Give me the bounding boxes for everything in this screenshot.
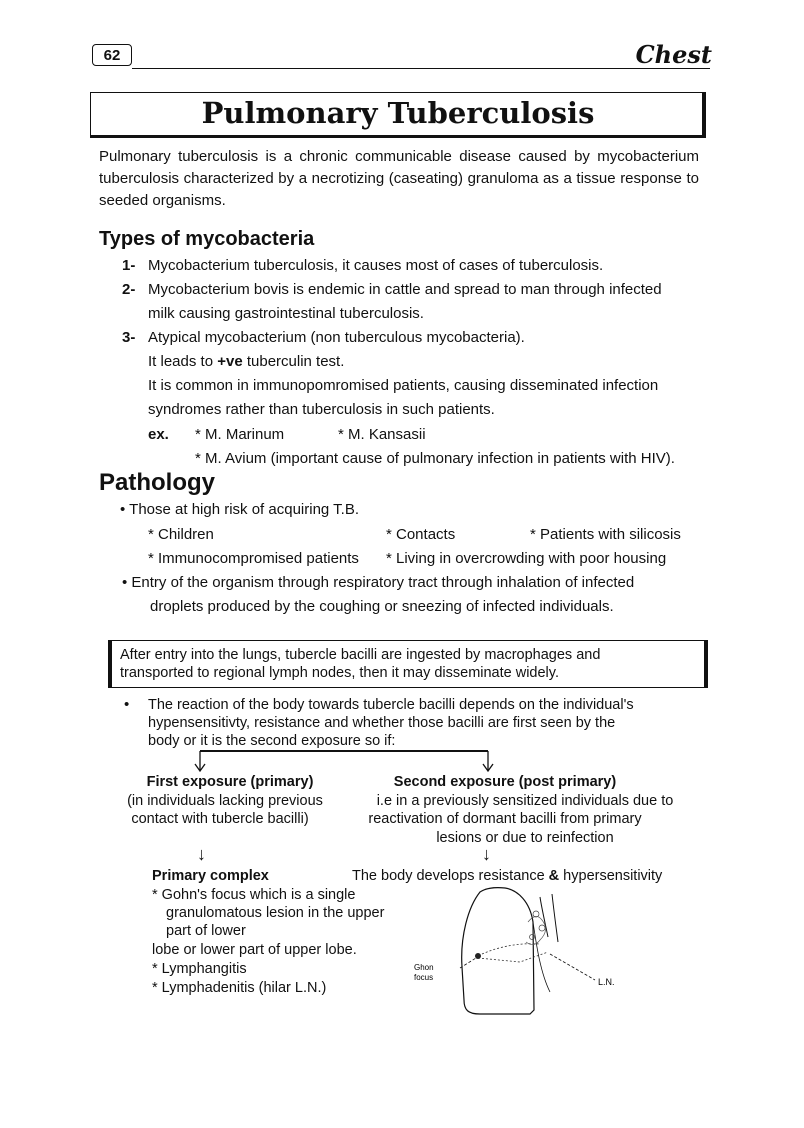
- type-3-number: 3-: [122, 329, 136, 346]
- reaction-line1: The reaction of the body towards tubercle bacilli depends on the individual's: [148, 697, 634, 713]
- type-3-line4: syndromes rather than tuberculosis in such patients.: [148, 401, 495, 418]
- type-2-number: 2-: [122, 281, 136, 298]
- body-develops: The body develops resistance & hypersensitivity: [352, 868, 663, 884]
- lung-figure: [400, 882, 640, 1022]
- second-exposure-line3: lesions or due to reinfection: [436, 830, 614, 846]
- second-exposure-title: Second exposure (post primary): [393, 774, 617, 790]
- example-label: ex.: [148, 426, 169, 443]
- ghon-label-1: Ghon: [414, 963, 434, 972]
- down-arrow-icon: ↓: [482, 844, 491, 864]
- bullet-1: • Those at high risk of acquiring T.B.: [120, 501, 359, 518]
- primary-complex-title: Primary complex: [152, 868, 269, 884]
- branch-bracket: [190, 748, 500, 774]
- primary-line2: granulomatous lesion in the upper: [166, 905, 385, 921]
- type-1-number: 1-: [122, 257, 136, 274]
- pathology-heading: Pathology: [99, 469, 216, 496]
- down-arrow-icon: ↓: [197, 844, 206, 864]
- risk-overcrowding: * Living in overcrowding with poor housing: [386, 550, 667, 567]
- header-rule: [132, 68, 710, 69]
- reaction-line3: body or it is the second exposure so if:: [148, 733, 396, 749]
- first-exposure-line2: contact with tubercle bacilli): [131, 811, 309, 827]
- first-exposure-line1: (in individuals lacking previous: [127, 793, 323, 809]
- example-avium: * M. Avium (important cause of pulmonary infection in patients with HIV).: [195, 450, 675, 467]
- primary-line3: part of lower: [166, 923, 246, 939]
- second-exposure-line1: i.e in a previously sensitized individuals due to: [376, 793, 674, 809]
- risk-children: * Children: [148, 526, 214, 543]
- first-exposure-title: First exposure (primary): [146, 774, 314, 790]
- primary-line5: * Lymphangitis: [152, 961, 247, 977]
- page-number: 62: [92, 44, 132, 66]
- second-exposure-line2: reactivation of dormant bacilli from primary: [368, 811, 642, 827]
- primary-line6: * Lymphadenitis (hilar L.N.): [152, 980, 327, 996]
- risk-immunocompromised: * Immunocompromised patients: [148, 550, 359, 567]
- type-1-text: Mycobacterium tuberculosis, it causes most of cases of tuberculosis.: [148, 257, 604, 274]
- reaction-bullet: •: [124, 696, 130, 713]
- example-marinum: * M. Marinum: [195, 426, 285, 443]
- reaction-line2: hypensensitivty, resistance and whether those bacilli are first seen by the: [148, 715, 616, 731]
- type-2-line2: milk causing gastrointestinal tuberculosis.: [148, 305, 424, 322]
- type-3-line2: It leads to +ve tuberculin test.: [148, 353, 345, 370]
- primary-line4: lobe or lower part of upper lobe.: [152, 942, 357, 958]
- bullet-2-line1: • Entry of the organism through respiratory tract through inhalation of infected: [122, 574, 635, 591]
- page-title: Pulmonary Tuberculosis: [201, 96, 595, 130]
- type-2-line1: Mycobacterium bovis is endemic in cattle and spread to man through infected: [148, 281, 662, 298]
- types-heading: Types of mycobacteria: [99, 228, 315, 250]
- type-3-line1: Atypical mycobacterium (non tuberculous mycobacteria).: [148, 329, 525, 346]
- callout-text: After entry into the lungs, tubercle bacilli are ingested by macrophages and transported to regional lymph nodes, then it may disseminate widely.: [120, 647, 601, 681]
- ghon-focus-dot: [475, 953, 481, 959]
- example-kansasii: * M. Kansasii: [338, 426, 426, 443]
- type-3-line3: It is common in immunopomromised patients, causing disseminated infection: [148, 377, 659, 394]
- risk-silicosis: * Patients with silicosis: [530, 526, 681, 543]
- lung-outline: [462, 888, 534, 1014]
- ghon-label-2: focus: [414, 973, 434, 982]
- bullet-2-line2: droplets produced by the coughing or sneezing of infected individuals.: [150, 598, 614, 615]
- risk-contacts: * Contacts: [386, 526, 456, 543]
- ln-label: L.N.: [598, 977, 615, 987]
- running-title: Chest: [635, 40, 712, 69]
- intro-paragraph: Pulmonary tuberculosis is a chronic communicable disease caused by mycobacterium tuberculosis characterized by a necrotizing (caseating) granuloma as a tissue response to seeded organisms.: [99, 148, 699, 209]
- primary-line1: * Gohn's focus which is a single: [152, 887, 356, 903]
